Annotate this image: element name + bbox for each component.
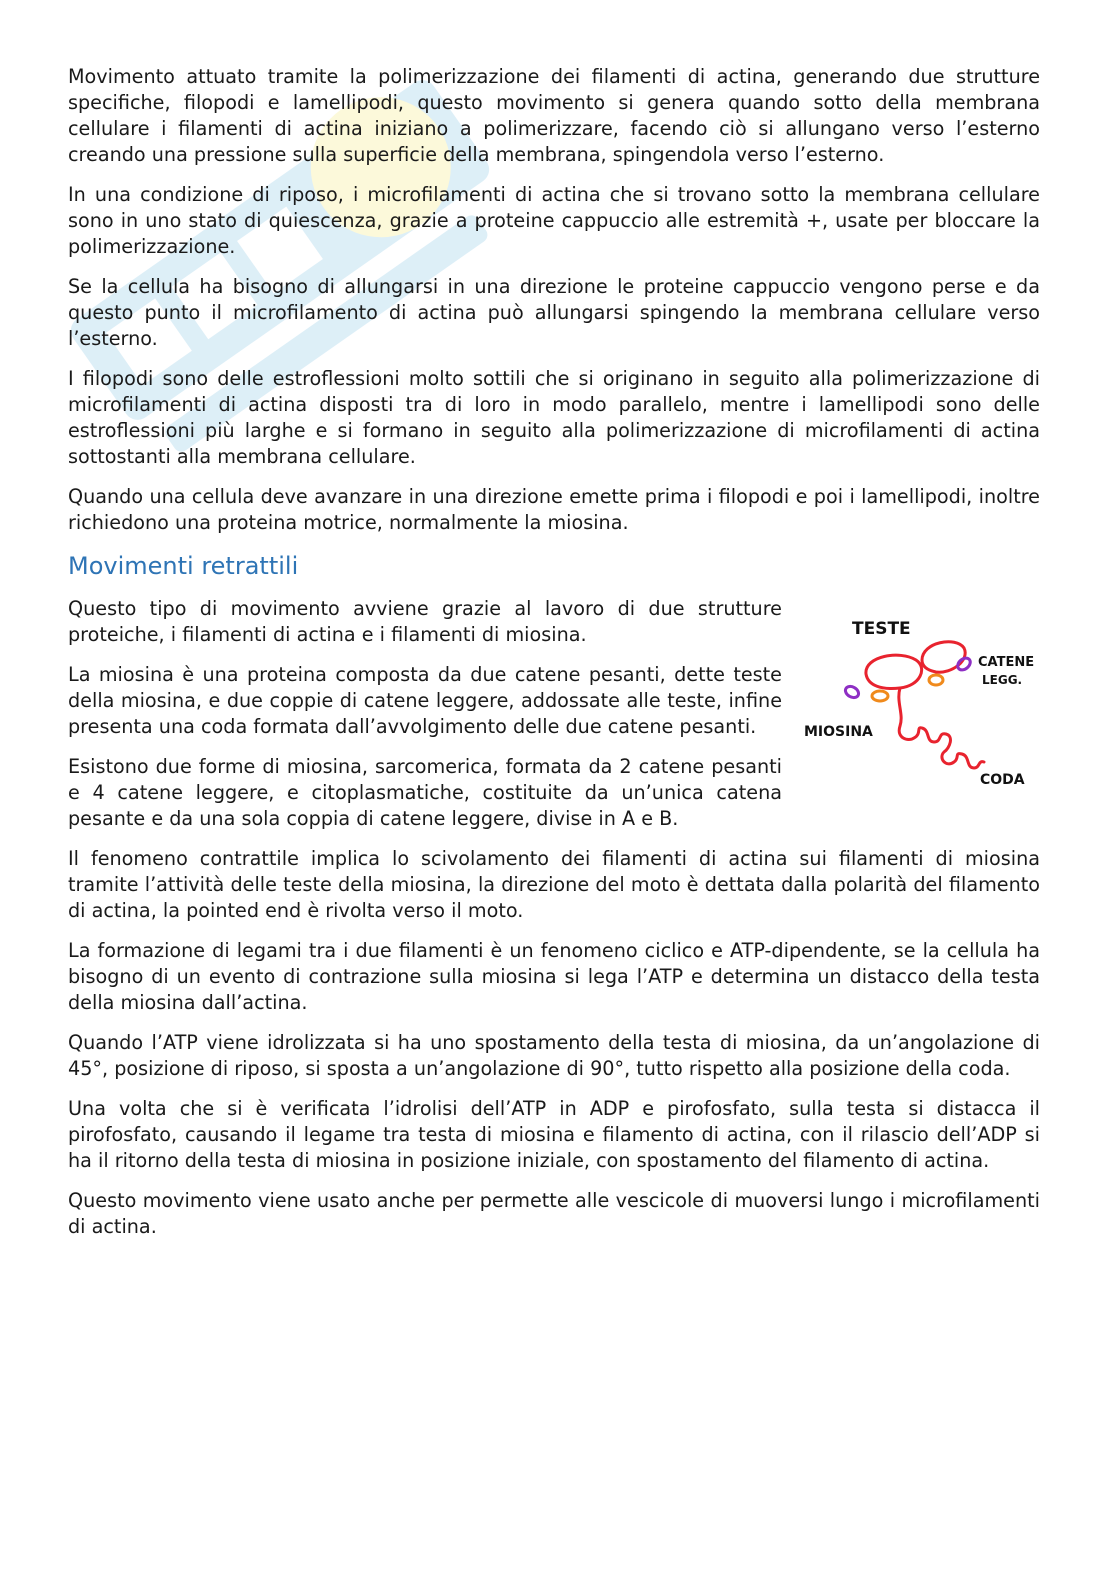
label-legg: LEGG. (982, 673, 1023, 687)
paragraph: Il fenomeno contrattile implica lo scivolamento dei filamenti di actina sui filamenti di miosina tramite l’attività delle teste della miosina, la direzione del moto è dettata dalla polarità del filamento di actina, la pointed end è rivolta verso il moto. (68, 847, 1040, 922)
paragraph: I filopodi sono delle estroflessioni molto sottili che si originano in seguito alla polimerizzazione di microfilamenti di actina disposti tra di loro in modo parallelo, mentre i lamellipodi sono delle estroflessioni più larghe e si formano in seguito alla polimerizzazione di microfilamenti di actina sottostanti alla membrana cellulare. (68, 367, 1040, 468)
label-coda: CODA (980, 772, 1025, 788)
document-page (68, 64, 1040, 1254)
light-chain-orange-left (872, 691, 888, 701)
myosin-head-left (866, 655, 922, 688)
myosin-sketch (804, 602, 1054, 792)
paragraph: In una condizione di riposo, i microfilamenti di actina che si trovano sotto la membrana cellulare sono in uno stato di quiescenza, grazie a proteine cappuccio alle estremità +, usate per bloccare la polimerizzazione. (68, 183, 1040, 258)
paragraph: Se la cellula ha bisogno di allungarsi in una direzione le proteine cappuccio vengono perse e da questo punto il microfilamento di actina può allungarsi spingendo la membrana cellulare verso l’esterno. (68, 275, 1040, 350)
paragraph: La formazione di legami tra i due filamenti è un fenomeno ciclico e ATP-dipendente, se la cellula ha bisogno di un evento di contrazione sulla miosina si lega l’ATP e determina un distacco della testa della miosina dall’actina. (68, 939, 1040, 1014)
paragraph: La miosina è una proteina composta da due catene pesanti, dette teste della miosina, e due coppie di catene leggere, addossate alle teste, infine presenta una coda formata dall’avvolgimento delle due catene pesanti. (68, 663, 782, 738)
paragraph: Quando una cellula deve avanzare in una direzione emette prima i filopodi e poi i lamellipodi, inoltre richiedono una proteina motrice, normalmente la miosina. (68, 485, 1040, 534)
paragraph: Movimento attuato tramite la polimerizzazione dei filamenti di actina, generando due strutture specifiche, filopodi e lamellipodi, questo movimento si genera quando sotto della membrana cellulare i filamenti di actina iniziano a polimerizzare, facendo ciò si allungano verso l’esterno creando una pressione sulla superficie della membrana, spingendola verso l’esterno. (68, 65, 1040, 166)
section-heading: Movimenti retrattili (68, 552, 299, 580)
label-teste: TESTE (852, 619, 911, 639)
myosin-tail (899, 688, 984, 768)
label-catene: CATENE (978, 655, 1035, 670)
paragraph: Questo movimento viene usato anche per permette alle vescicole di muoversi lungo i microfilamenti di actina. (68, 1189, 1040, 1238)
paragraph: Questo tipo di movimento avviene grazie al lavoro di due strutture proteiche, i filamenti di actina e i filamenti di miosina. (68, 597, 782, 646)
paragraph: Esistono due forme di miosina, sarcomerica, formata da 2 catene pesanti e 4 catene leggere, e citoplasmatiche, costituite da un’unica catena pesante e da una sola coppia di catene leggere, divise in A e B. (68, 755, 782, 830)
paragraph: Quando l’ATP viene idrolizzata si ha uno spostamento della testa di miosina, da un’angolazione di 45°, posizione di riposo, si sposta a un’angolazione di 90°, tutto rispetto alla posizione della coda. (68, 1031, 1040, 1080)
light-chain-purple-right (955, 656, 972, 673)
light-chain-orange-right (929, 675, 943, 685)
paragraph: Una volta che si è verificata l’idrolisi dell’ATP in ADP e pirofosfato, sulla testa si distacca il pirofosfato, causando il legame tra testa di miosina e filamento di actina, con il rilascio dell’ADP si ha il ritorno della testa di miosina in posizione iniziale, con spostamento del filamento di actina. (68, 1097, 1040, 1172)
label-miosina: MIOSINA (804, 724, 873, 740)
light-chain-purple-left (843, 684, 860, 700)
